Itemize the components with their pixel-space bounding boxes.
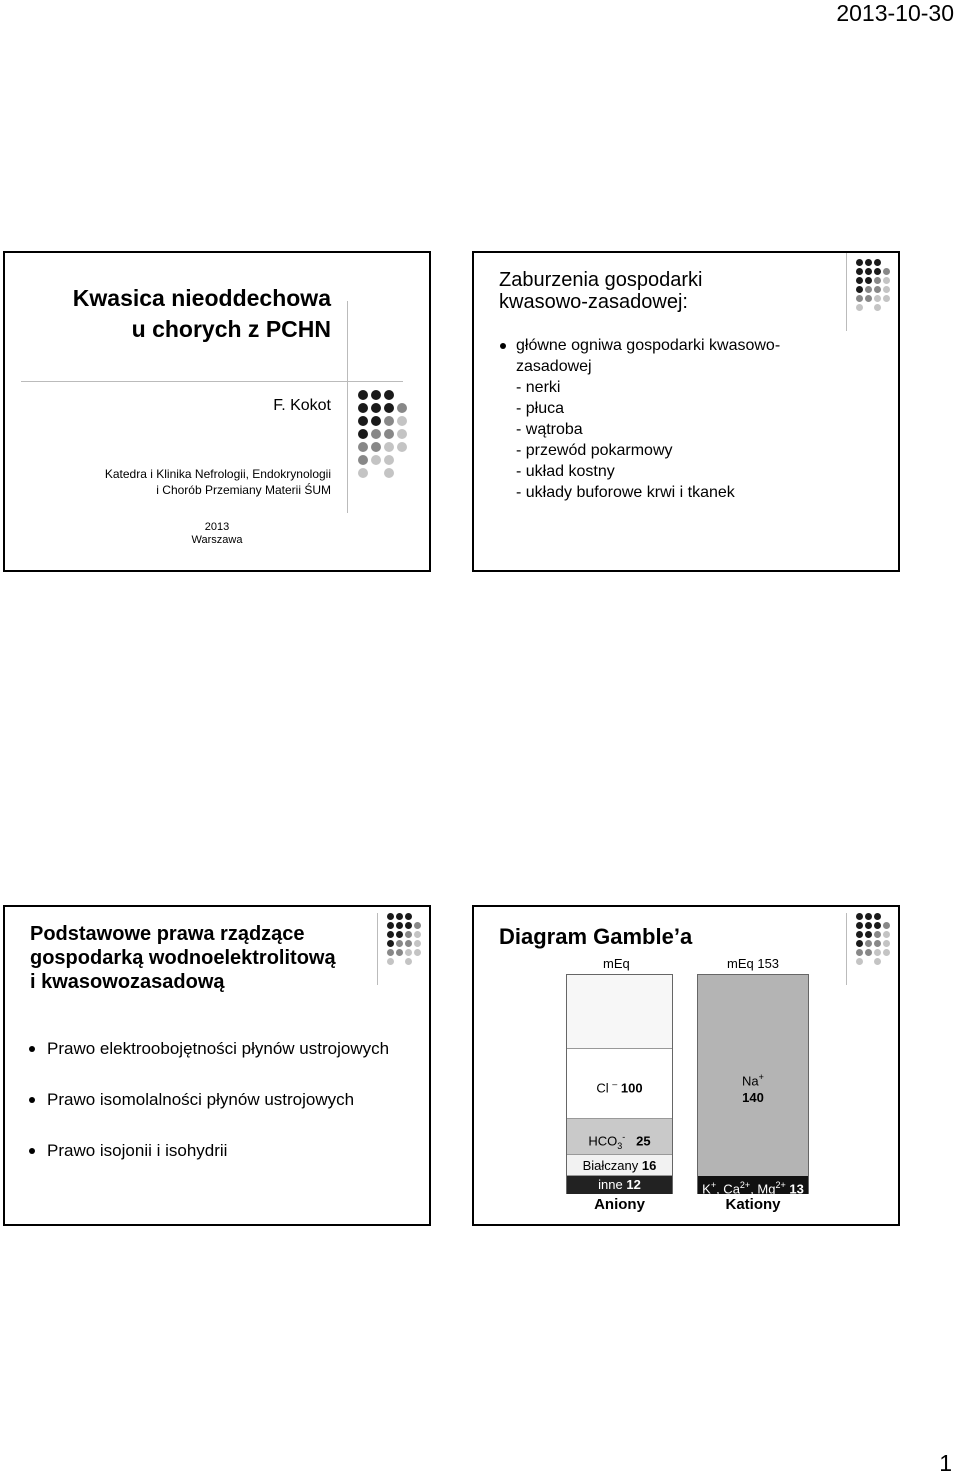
decorative-dot <box>856 304 863 311</box>
decorative-dot <box>396 940 403 947</box>
list-item: - nerki <box>516 379 561 396</box>
divider <box>21 381 403 382</box>
page-date: 2013-10-30 <box>836 0 954 26</box>
anions-label: Aniony <box>594 1196 645 1213</box>
decorative-dot <box>856 277 863 284</box>
list-item: - układ kostny <box>516 463 615 480</box>
decorative-dot <box>865 295 872 302</box>
decorative-dot <box>414 949 421 956</box>
decorative-dot <box>856 913 863 920</box>
decorative-dot <box>883 940 890 947</box>
list-item: - przewód pokarmowy <box>516 442 673 459</box>
decorative-dot <box>874 958 881 965</box>
bullet-icon <box>29 1046 35 1052</box>
decorative-dot <box>865 931 872 938</box>
decorative-dot <box>883 949 890 956</box>
list-item: Prawo isomolalności płynów ustrojowych <box>25 1090 389 1110</box>
divider <box>347 301 348 513</box>
decorative-dot <box>414 922 421 929</box>
decorative-dot <box>883 277 890 284</box>
bullet-list <box>498 335 780 503</box>
decorative-dot <box>874 304 881 311</box>
decorative-dot <box>874 286 881 293</box>
decorative-dot <box>856 295 863 302</box>
list-item: - wątroba <box>516 421 583 438</box>
decorative-dot <box>358 429 368 439</box>
bullet-icon <box>29 1148 35 1154</box>
slide-title <box>3 251 431 572</box>
decorative-dot <box>856 949 863 956</box>
anion-column <box>566 974 673 1194</box>
decorative-dot <box>856 268 863 275</box>
decorative-dot <box>358 442 368 452</box>
slide-gamble-diagram <box>472 905 900 1226</box>
decorative-dot <box>865 286 872 293</box>
author-name: F. Kokot <box>273 397 331 414</box>
decorative-dot <box>387 949 394 956</box>
decorative-dot <box>874 913 881 920</box>
decorative-dot <box>405 958 412 965</box>
decorative-dot <box>856 931 863 938</box>
cations-label: Kationy <box>725 1196 781 1213</box>
other-cations-segment: K+, $Ca^{2+}$, $Mg^{2+}$ 13 <box>698 1176 808 1194</box>
decorative-dot <box>856 259 863 266</box>
decorative-dot <box>874 931 881 938</box>
laws-list <box>25 1039 389 1192</box>
decorative-dot <box>874 295 881 302</box>
decorative-dot <box>865 259 872 266</box>
decorative-dot <box>396 931 403 938</box>
decorative-dot <box>384 429 394 439</box>
slide2-title: Zaburzenia gospodarki kwasowo-zasadowej: <box>499 269 703 313</box>
decorative-dot <box>405 949 412 956</box>
decorative-dot <box>414 931 421 938</box>
decorative-dot <box>371 429 381 439</box>
decorative-dot <box>874 922 881 929</box>
decorative-dot <box>384 403 394 413</box>
year-city: 2013 Warszawa <box>191 521 243 546</box>
decorative-dot <box>856 286 863 293</box>
decorative-dot <box>856 940 863 947</box>
bullet-icon <box>500 343 506 349</box>
decorative-dot <box>371 390 381 400</box>
decorative-dot <box>865 268 872 275</box>
decorative-dot <box>874 277 881 284</box>
chloride-segment: Cl – 100 <box>567 1049 672 1119</box>
decorative-dot <box>405 913 412 920</box>
decorative-dot <box>865 922 872 929</box>
divider <box>846 913 847 985</box>
decorative-dot <box>371 442 381 452</box>
divider <box>377 913 378 985</box>
decorative-dot <box>856 958 863 965</box>
decorative-dot <box>883 931 890 938</box>
decorative-dot <box>396 913 403 920</box>
other-anions-segment: inne 12 <box>567 1176 672 1194</box>
cation-unit-label: mEq 153 <box>727 956 780 971</box>
list-item: główne ogniwa gospodarki kwasowo- zasadowej <box>498 335 780 377</box>
decorative-dot <box>865 913 872 920</box>
decorative-dot <box>358 416 368 426</box>
decorative-dot <box>358 403 368 413</box>
decorative-dot <box>874 949 881 956</box>
list-item: - płuca <box>516 400 565 417</box>
decorative-dot <box>405 931 412 938</box>
slide-laws <box>3 905 431 1226</box>
anion-unit-label: mEq <box>603 956 630 971</box>
decorative-dot <box>384 390 394 400</box>
decorative-dot <box>865 940 872 947</box>
decorative-dot <box>397 416 407 426</box>
decorative-dot <box>387 958 394 965</box>
slide1-title: Kwasica nieoddechowa u chorych z PCHN <box>72 285 331 342</box>
decorative-dot <box>371 416 381 426</box>
decorative-dot <box>371 403 381 413</box>
decorative-dot <box>396 922 403 929</box>
slide-acid-base <box>472 251 900 572</box>
slide3-title: Podstawowe prawa rządzące gospodarką wodnoelektrolitową i kwasowozasadową <box>30 923 336 993</box>
decorative-dot <box>397 403 407 413</box>
decorative-dot <box>883 268 890 275</box>
cation-column <box>697 974 809 1197</box>
divider <box>846 253 847 331</box>
decorative-dot <box>397 429 407 439</box>
decorative-dot <box>865 949 872 956</box>
decorative-dot <box>874 259 881 266</box>
page-number: 1 <box>939 1450 952 1476</box>
sodium-segment: Na+ 140 <box>742 1072 764 1106</box>
bicarbonate-segment: $HCO_3^-$ 25 <box>567 1119 672 1155</box>
decorative-dot <box>865 277 872 284</box>
protein-segment: Białczany 16 <box>567 1155 672 1176</box>
decorative-dot <box>874 940 881 947</box>
decorative-dot <box>405 940 412 947</box>
decorative-dot <box>358 390 368 400</box>
list-item: - układy buforowe krwi i tkanek <box>516 484 735 501</box>
department: Katedra i Klinika Nefrologii, Endokrynologii i Chorób Przemiany Materii ŚUM <box>104 467 331 497</box>
decorative-dot <box>883 286 890 293</box>
decorative-dot <box>387 940 394 947</box>
decorative-dot <box>856 922 863 929</box>
decorative-dot <box>384 442 394 452</box>
decorative-dot <box>384 416 394 426</box>
anion-blank-segment <box>567 975 672 1049</box>
decorative-dot <box>414 940 421 947</box>
decorative-dot <box>358 455 368 465</box>
decorative-dot <box>883 922 890 929</box>
bullet-icon <box>29 1097 35 1103</box>
decorative-dot <box>358 468 368 478</box>
decorative-dot <box>387 931 394 938</box>
decorative-dot <box>387 922 394 929</box>
list-item: Prawo elektroobojętności płynów ustrojowych <box>25 1039 389 1059</box>
decorative-dot <box>874 268 881 275</box>
list-item: Prawo isojonii i isohydrii <box>25 1141 389 1161</box>
decorative-dot <box>384 468 394 478</box>
decorative-dot <box>384 455 394 465</box>
decorative-dot <box>883 295 890 302</box>
decorative-dot <box>387 913 394 920</box>
decorative-dot <box>371 455 381 465</box>
slide4-title: Diagram Gamble’a <box>499 924 693 949</box>
decorative-dot <box>405 922 412 929</box>
decorative-dot <box>397 442 407 452</box>
decorative-dot <box>396 949 403 956</box>
